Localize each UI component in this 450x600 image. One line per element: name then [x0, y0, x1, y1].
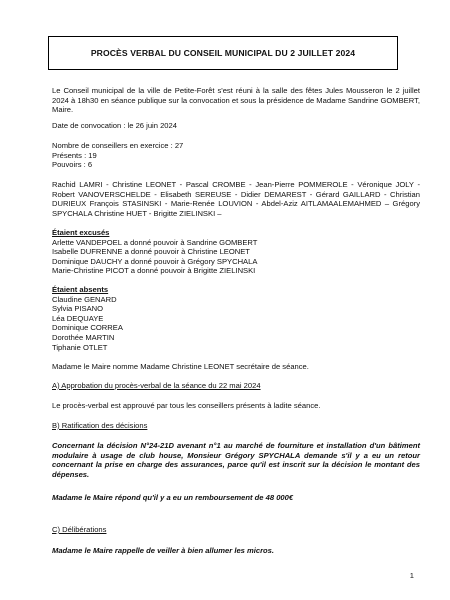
section-a-heading: A) Approbation du procès-verbal de la séance du 22 mai 2024: [52, 381, 261, 390]
secretary-line: Madame le Maire nomme Madame Christine LEONET secrétaire de séance.: [52, 362, 309, 371]
section-b-text: Concernant la décision N°24-21D avenant n°1 au marché de fourniture et installation d'un bâtiment modulaire à usage de club house, Monsieur Grégory SPYCHALA demande s'il y a eu un retour concernant la prise en charge des assurances, parce qu'il est inscrit sur la décision le montant des dépenses.: [52, 441, 420, 479]
title-box: [48, 36, 398, 70]
absent-section: [52, 285, 420, 352]
page-number: 1: [409, 571, 414, 580]
absent-line: Dominique CORREA: [52, 323, 123, 333]
excused-line: Dominique DAUCHY a donné pouvoir à Grégory SPYCHALA: [52, 256, 258, 266]
absent-line: Sylvia PISANO: [52, 304, 104, 314]
absent-heading: Étaient absents: [52, 285, 109, 294]
intro-paragraph: Le Conseil municipal de la ville de Petite-Forêt s'est réuni à la salle des fêtes Jules Mousseron le 2 juillet 2024 à 18h30 en séance publique sur la convocation et sous la présidence de Madame Sandrine GOMBERT, Maire.: [52, 86, 420, 115]
section-a-text: Le procès-verbal est approuvé par tous les conseillers présents à ladite séance.: [52, 401, 321, 410]
excused-heading: Étaient excusés: [52, 228, 110, 237]
excused-section: [52, 228, 420, 276]
convocation-date: Date de convocation : le 26 juin 2024: [52, 121, 177, 130]
count-present: Présents : 19: [52, 150, 97, 160]
excused-line: Marie-Christine PICOT a donné pouvoir à Brigitte ZIELINSKI: [52, 266, 256, 276]
absent-line: Dorothée MARTIN: [52, 332, 115, 342]
present-members: Rachid LAMRI - Christine LEONET - Pascal CROMBE - Jean-Pierre POMMEROLE - Véronique JOLY - Robert VANOVERSCHELDE - Elisabeth SEREUSE - Didier DEMAREST - Gérard GAILLARD - Christian DURIEUX François STASINSKI - Marie-Renée LOUVION - Abdel-Aziz AITLAMAALEMAHMED – Grégory SPYCHALA Christine HUET - Brigitte ZIELINSKI –: [52, 180, 420, 218]
excused-line: Arlette VANDEPOEL a donné pouvoir à Sandrine GOMBERT: [52, 237, 258, 247]
absent-line: Tiphanie OTLET: [52, 342, 108, 352]
excused-line: Isabelle DUFRENNE a donné pouvoir à Christine LEONET: [52, 247, 250, 257]
count-proxies: Pouvoirs : 6: [52, 160, 93, 170]
section-c-text: Madame le Maire rappelle de veiller à bien allumer les micros.: [52, 546, 275, 555]
absent-line: Léa DEQUAYE: [52, 313, 104, 323]
council-counts: [52, 141, 420, 170]
section-b-heading: B) Ratification des décisions: [52, 421, 148, 430]
count-in-office: Nombre de conseillers en exercice : 27: [52, 141, 184, 150]
absent-line: Claudine GENARD: [52, 294, 117, 304]
section-c-heading: C) Délibérations: [52, 525, 107, 534]
section-b-answer: Madame le Maire répond qu'il y a eu un remboursement de 48 000€: [52, 493, 294, 502]
page-title: PROCÈS VERBAL DU CONSEIL MUNICIPAL DU 2 JUILLET 2024: [90, 48, 356, 58]
